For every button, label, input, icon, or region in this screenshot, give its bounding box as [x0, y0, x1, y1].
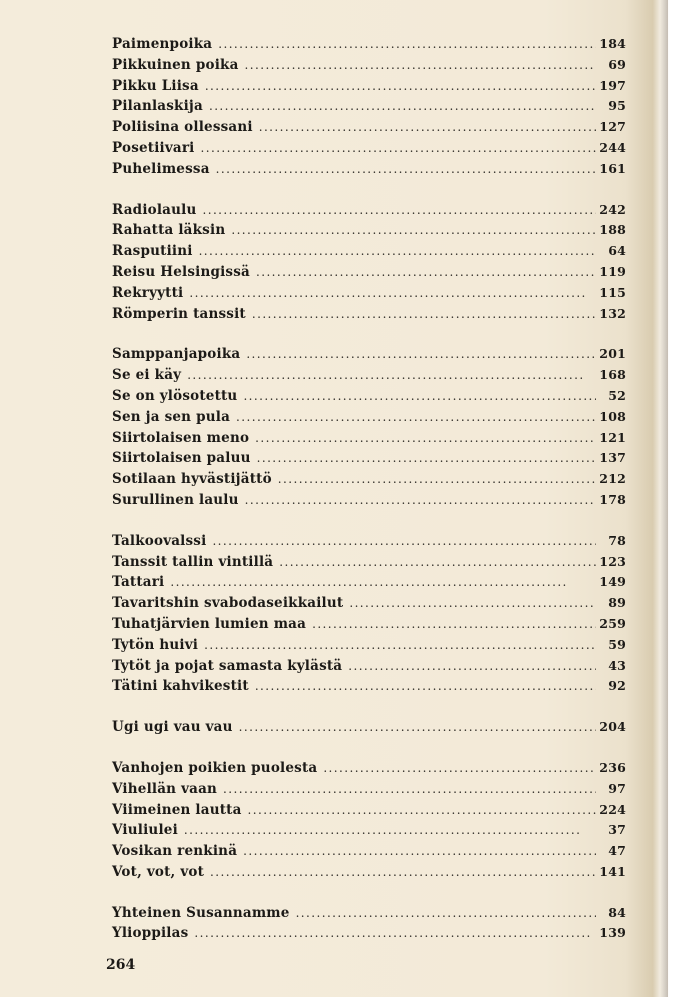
toc-entry — [112, 469, 626, 490]
entry-page: 141 — [599, 863, 626, 879]
toc-entry — [112, 448, 626, 469]
toc-entry — [112, 614, 626, 635]
dot-leader — [223, 779, 596, 800]
entry-page: 119 — [599, 263, 626, 279]
entry-page: 37 — [608, 822, 626, 838]
dot-leader — [236, 407, 596, 428]
toc-group — [112, 531, 626, 697]
dot-leader — [201, 138, 596, 159]
dot-leader — [248, 800, 596, 821]
dot-leader — [296, 903, 596, 924]
entry-title: Siirtolaisen paluu — [112, 450, 251, 467]
toc-entry — [112, 923, 626, 944]
dot-leader — [218, 34, 596, 55]
entry-title: Tätini kahvikestit — [112, 678, 249, 695]
entry-page: 95 — [608, 98, 626, 114]
entry-page: 137 — [599, 450, 626, 466]
dot-leader — [278, 469, 596, 490]
dot-leader — [170, 572, 596, 593]
dot-leader — [349, 593, 596, 614]
toc-entry — [112, 531, 626, 552]
dot-leader — [209, 96, 596, 117]
entry-page: 132 — [599, 305, 626, 321]
entry-title: Vihellän vaan — [112, 780, 218, 797]
entry-page: 188 — [599, 222, 626, 238]
toc-entry — [112, 717, 626, 738]
toc-entry — [112, 862, 626, 883]
toc-group — [112, 200, 626, 325]
entry-title: Surullinen laulu — [112, 491, 239, 508]
toc-entry — [112, 676, 626, 697]
entry-page: 212 — [599, 471, 626, 487]
entry-title: Tattari — [112, 574, 165, 591]
toc-entry — [112, 365, 626, 386]
entry-page: 224 — [599, 801, 626, 817]
dot-leader — [239, 717, 596, 738]
entry-page: 259 — [599, 615, 626, 631]
entry-title: Tavaritshin svabodaseikkailut — [112, 595, 344, 612]
entry-page: 121 — [599, 429, 626, 445]
entry-page: 97 — [608, 780, 626, 796]
entry-title: Samppanjapoika — [112, 346, 241, 363]
entry-page: 168 — [599, 367, 626, 383]
toc-entry — [112, 159, 626, 180]
toc-entry — [112, 96, 626, 117]
toc-entry — [112, 76, 626, 97]
dot-leader — [212, 531, 596, 552]
dot-leader — [216, 159, 596, 180]
entry-page: 197 — [599, 77, 626, 93]
page-edge-shadow — [660, 0, 668, 997]
entry-page: 184 — [599, 36, 626, 51]
entry-title: Pikku Liisa — [112, 77, 199, 94]
entry-title: Viimeinen lautta — [112, 801, 242, 818]
toc-entry — [112, 241, 626, 262]
entry-title: Vanhojen poikien puolesta — [112, 759, 318, 776]
entry-page: 47 — [608, 843, 626, 859]
toc-entry — [112, 490, 626, 511]
toc-entry — [112, 200, 626, 221]
entry-title: Ylioppilas — [112, 925, 189, 942]
toc-entry — [112, 593, 626, 614]
entry-title: Pilanlaskija — [112, 98, 203, 115]
entry-title: Siirtolaisen meno — [112, 429, 250, 446]
toc-entry — [112, 34, 626, 55]
dot-leader — [202, 200, 596, 221]
entry-title: Vot, vot, vot — [112, 863, 205, 880]
table-of-contents — [112, 34, 626, 964]
entry-page: 59 — [608, 636, 626, 652]
toc-entry — [112, 138, 626, 159]
dot-leader — [210, 862, 596, 883]
toc-entry — [112, 572, 626, 593]
entry-title: Reisu Helsingissä — [112, 263, 250, 280]
entry-title: Ugi ugi vau vau — [112, 719, 233, 736]
toc-group — [112, 717, 626, 738]
entry-title: Römperin tanssit — [112, 305, 246, 322]
entry-page: 236 — [599, 759, 626, 775]
entry-page: 115 — [599, 284, 626, 300]
dot-leader — [257, 448, 596, 469]
entry-title: Poliisina ollessani — [112, 119, 253, 136]
toc-group — [112, 34, 626, 180]
entry-page: 242 — [599, 201, 626, 217]
dot-leader — [245, 490, 596, 511]
toc-entry — [112, 428, 626, 449]
toc-entry — [112, 820, 626, 841]
entry-title: Tytön huivi — [112, 636, 199, 653]
dot-leader — [323, 758, 596, 779]
entry-page: 108 — [599, 408, 626, 424]
toc-entry — [112, 779, 626, 800]
toc-entry — [112, 386, 626, 407]
entry-title: Tanssit tallin vintillä — [112, 553, 274, 570]
dot-leader — [245, 55, 596, 76]
dot-leader — [184, 820, 596, 841]
entry-title: Rekryytti — [112, 284, 184, 301]
entry-page: 161 — [599, 160, 626, 176]
entry-title: Viuliulei — [112, 822, 178, 839]
dot-leader — [252, 304, 596, 325]
dot-leader — [189, 283, 596, 304]
toc-entry — [112, 304, 626, 325]
entry-title: Pikkuinen poika — [112, 56, 239, 73]
toc-entry — [112, 552, 626, 573]
entry-title: Tytöt ja pojat samasta kylästä — [112, 657, 343, 674]
entry-title: Sen ja sen pula — [112, 408, 231, 425]
page-number: 264 — [106, 957, 136, 973]
entry-page: 43 — [608, 657, 626, 673]
toc-entry — [112, 758, 626, 779]
dot-leader — [312, 614, 596, 635]
toc-entry — [112, 55, 626, 76]
entry-page: 244 — [599, 139, 626, 155]
toc-entry — [112, 117, 626, 138]
entry-page: 204 — [599, 719, 626, 735]
toc-entry — [112, 903, 626, 924]
entry-title: Vosikan renkinä — [112, 843, 238, 860]
dot-leader — [187, 365, 596, 386]
entry-title: Tuhatjärvien lumien maa — [112, 615, 307, 632]
dot-leader — [243, 841, 596, 862]
entry-page: 89 — [608, 595, 626, 611]
toc-entry — [112, 800, 626, 821]
dot-leader — [204, 635, 596, 656]
entry-title: Sotilaan hyvästijättö — [112, 471, 272, 488]
entry-title: Talkoovalssi — [112, 532, 207, 549]
toc-entry — [112, 220, 626, 241]
entry-page: 201 — [599, 346, 626, 362]
dot-leader — [243, 386, 596, 407]
dot-leader — [199, 241, 596, 262]
dot-leader — [279, 552, 596, 573]
dot-leader — [348, 656, 596, 677]
dot-leader — [205, 76, 596, 97]
toc-group — [112, 344, 626, 510]
dot-leader — [259, 117, 596, 138]
entry-page: 52 — [608, 387, 626, 403]
entry-page: 69 — [608, 56, 626, 72]
entry-page: 178 — [599, 491, 626, 507]
entry-page: 78 — [608, 532, 626, 548]
toc-group — [112, 758, 626, 883]
entry-title: Paimenpoika — [112, 36, 213, 52]
entry-page: 84 — [608, 904, 626, 920]
entry-title: Radiolaulu — [112, 201, 197, 218]
toc-entry — [112, 635, 626, 656]
dot-leader — [231, 220, 596, 241]
toc-entry — [112, 407, 626, 428]
entry-title: Posetiivari — [112, 139, 195, 156]
entry-page: 149 — [599, 574, 626, 590]
toc-entry — [112, 262, 626, 283]
entry-page: 64 — [608, 243, 626, 259]
dot-leader — [255, 676, 596, 697]
toc-entry — [112, 841, 626, 862]
dot-leader — [255, 428, 596, 449]
dot-leader — [246, 344, 596, 365]
entry-title: Yhteinen Susannamme — [112, 904, 290, 921]
entry-title: Se ei käy — [112, 367, 182, 384]
dot-leader — [256, 262, 596, 283]
entry-title: Puhelimessa — [112, 160, 210, 177]
dot-leader — [194, 923, 596, 944]
toc-entry — [112, 656, 626, 677]
entry-title: Rahatta läksin — [112, 222, 226, 239]
entry-page: 123 — [599, 553, 626, 569]
toc-group — [112, 903, 626, 945]
entry-page: 127 — [599, 119, 626, 135]
entry-page: 92 — [608, 678, 626, 694]
entry-title: Rasputiini — [112, 243, 193, 260]
entry-page: 139 — [599, 925, 626, 941]
toc-entry — [112, 283, 626, 304]
entry-title: Se on ylösotettu — [112, 387, 238, 404]
toc-entry — [112, 344, 626, 365]
